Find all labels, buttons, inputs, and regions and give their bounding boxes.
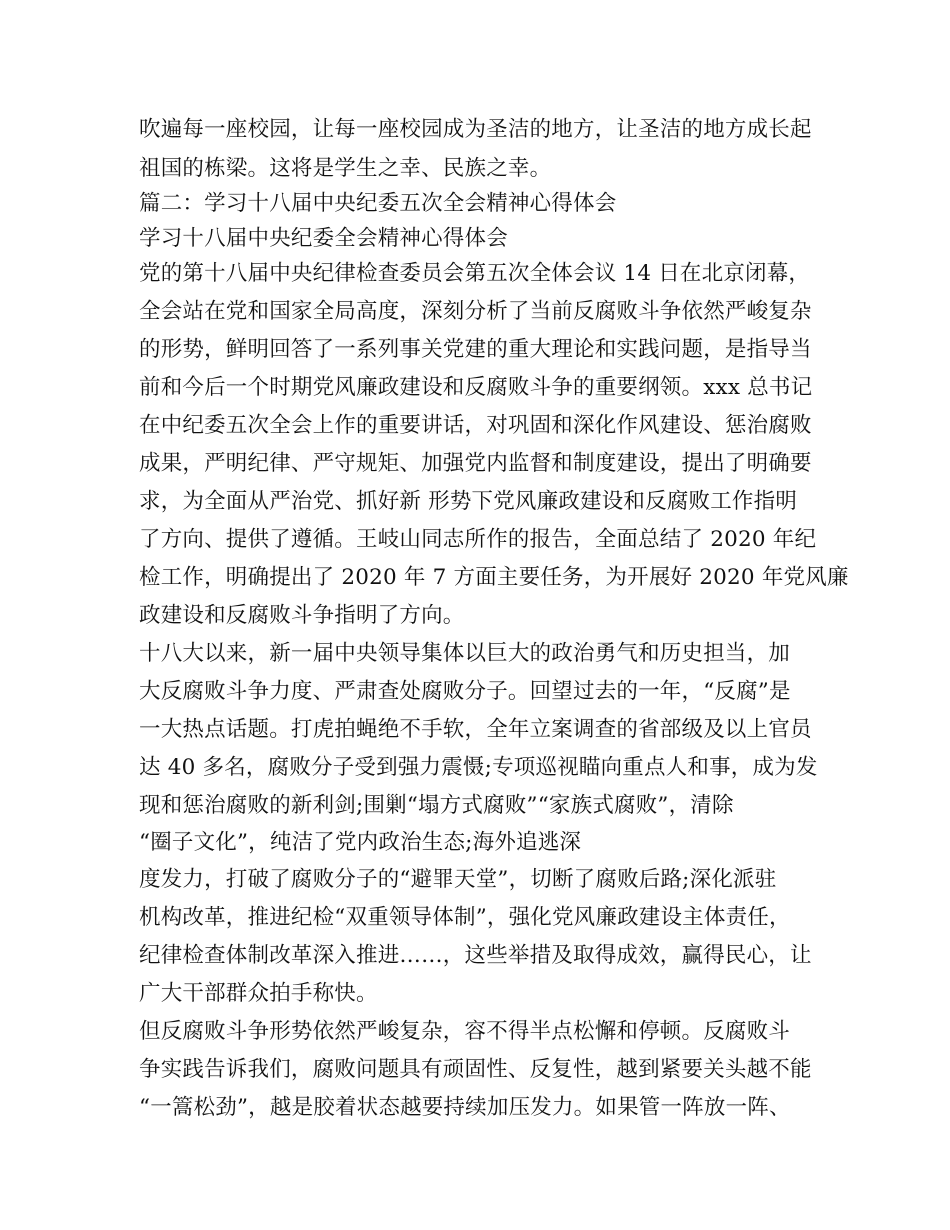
- text-line-11: 求，为全面从严治党、抓好新 形势下党风廉政建设和反腐败工作指明: [139, 489, 798, 514]
- text-line-23: 纪律检查体制改革深入推进……，这些举措及取得成效，赢得民心，让: [139, 943, 812, 968]
- text-line-1: 吹遍每一座校园，让每一座校园成为圣洁的地方，让圣洁的地方成长起: [139, 117, 812, 142]
- text-line-17: 一大热点话题。打虎拍蝇绝不手软，全年立案调查的省部级及以上官员: [139, 717, 812, 742]
- text-line-2: 祖国的栋梁。这将是学生之幸、民族之幸。: [139, 156, 552, 181]
- text-line-21: 度发力，打破了腐败分子的“避罪天堂”，切断了腐败后路;深化派驻: [139, 867, 777, 892]
- text-line-7: 的形势，鲜明回答了一系列事关党建的重大理论和实践问题，是指导当: [139, 337, 812, 362]
- section-heading: 篇二：学习十八届中央纪委五次全会精神心得体会: [139, 191, 617, 216]
- text-line-5: 党的第十八届中央纪律检查委员会第五次全体会议 14 日在北京闭幕，: [139, 261, 811, 286]
- text-line-6: 全会站在党和国家全局高度，深刻分析了当前反腐败斗争依然严峻复杂: [139, 299, 812, 324]
- text-line-24: 广大干部群众拍手称快。: [139, 981, 378, 1006]
- text-line-27: “一篙松劲”，越是胶着状态越要持续加压发力。如果管一阵放一阵、: [139, 1095, 791, 1120]
- article-title: 学习十八届中央纪委全会精神心得体会: [139, 226, 508, 251]
- text-line-10: 成果，严明纪律、严守规矩、加强党内监督和制度建设，提出了明确要: [139, 451, 812, 476]
- text-line-12: 了方向、提供了遵循。王岐山同志所作的报告，全面总结了 2020 年纪: [139, 527, 817, 552]
- text-line-20: “圈子文化”，纯洁了党内政治生态;海外追逃深: [139, 830, 582, 855]
- text-line-15: 十八大以来，新一届中央领导集体以巨大的政治勇气和历史担当，加: [139, 641, 791, 666]
- text-line-16: 大反腐败斗争力度、严肃查处腐败分子。回望过去的一年，“反腐”是: [139, 679, 791, 704]
- text-line-14: 政建设和反腐败斗争指明了方向。: [139, 603, 465, 628]
- text-line-9: 在中纪委五次全会上作的重要讲话，对巩固和深化作风建设、惩治腐败: [139, 413, 812, 438]
- text-line-19: 现和惩治腐败的新利剑;围剿“塌方式腐败”“家族式腐败”，清除: [139, 793, 734, 818]
- text-line-25: 但反腐败斗争形势依然严峻复杂，容不得半点松懈和停顿。反腐败斗: [139, 1019, 791, 1044]
- text-line-8: 前和今后一个时期党风廉政建设和反腐败斗争的重要纲领。xxx 总书记: [139, 375, 813, 400]
- text-line-13: 检工作，明确提出了 2020 年 7 方面主要任务，为开展好 2020 年党风廉: [139, 565, 849, 590]
- text-line-18: 达 40 多名，腐败分子受到强力震慑;专项巡视瞄向重点人和事，成为发: [139, 755, 818, 780]
- text-line-26: 争实践告诉我们，腐败问题具有顽固性、反复性，越到紧要关头越不能: [139, 1057, 812, 1082]
- text-line-22: 机构改革，推进纪检“双重领导体制”，强化党风廉政建设主体责任，: [139, 905, 791, 930]
